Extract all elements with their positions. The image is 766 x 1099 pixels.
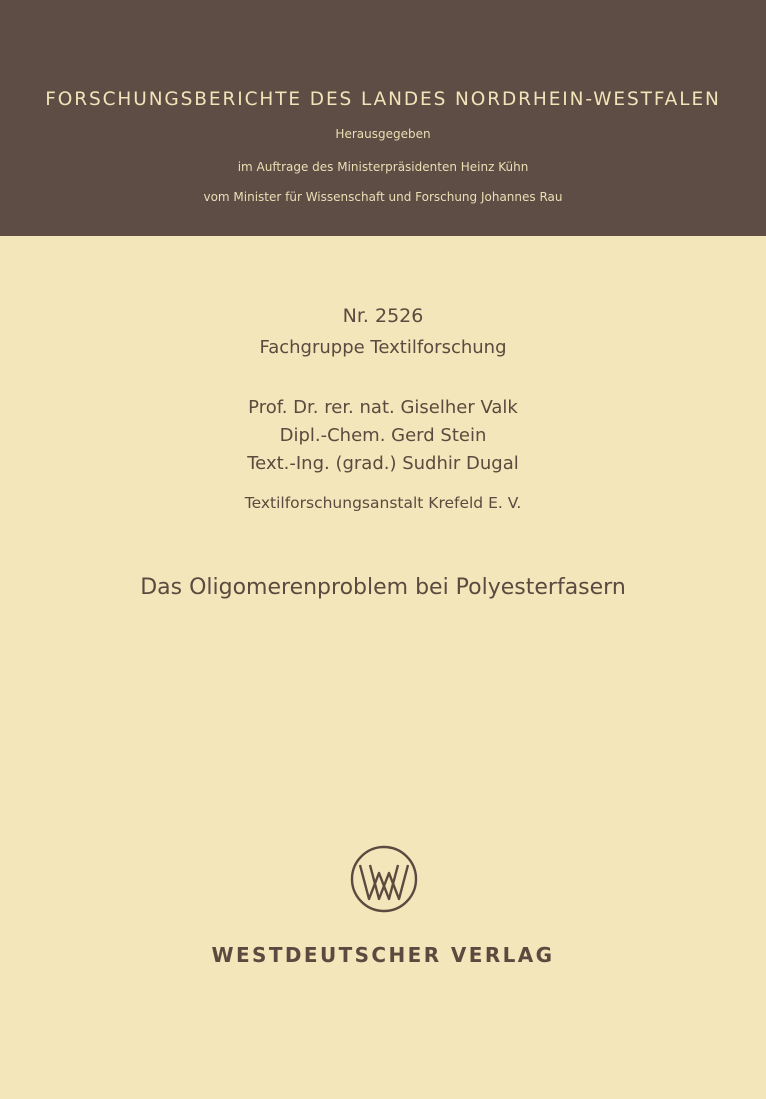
series-header-band (0, 0, 766, 236)
book-title: Das Oligomerenproblem bei Polyesterfasern (140, 575, 626, 600)
series-title: FORSCHUNGSBERICHTE DES LANDES NORDRHEIN-WESTFALEN (45, 89, 721, 110)
author-3: Text.-Ing. (grad.) Sudhir Dugal (247, 453, 519, 474)
author-2: Dipl.-Chem. Gerd Stein (279, 425, 487, 446)
editor-line-2: im Auftrage des Ministerpräsidenten Heinz Kühn (237, 160, 529, 174)
editor-line-3: vom Minister für Wissenschaft und Forschung Johannes Rau (203, 190, 563, 204)
volume-number: Nr. 2526 (342, 305, 424, 327)
westdeutscher-verlag-ww-logo-icon (348, 843, 420, 915)
editor-line-1: Herausgegeben (335, 127, 431, 141)
publisher-name: WESTDEUTSCHER VERLAG (211, 943, 555, 967)
institution: Textilforschungsanstalt Krefeld E. V. (244, 494, 522, 512)
author-1: Prof. Dr. rer. nat. Giselher Valk (248, 397, 518, 418)
subject-group: Fachgruppe Textilforschung (259, 337, 507, 358)
